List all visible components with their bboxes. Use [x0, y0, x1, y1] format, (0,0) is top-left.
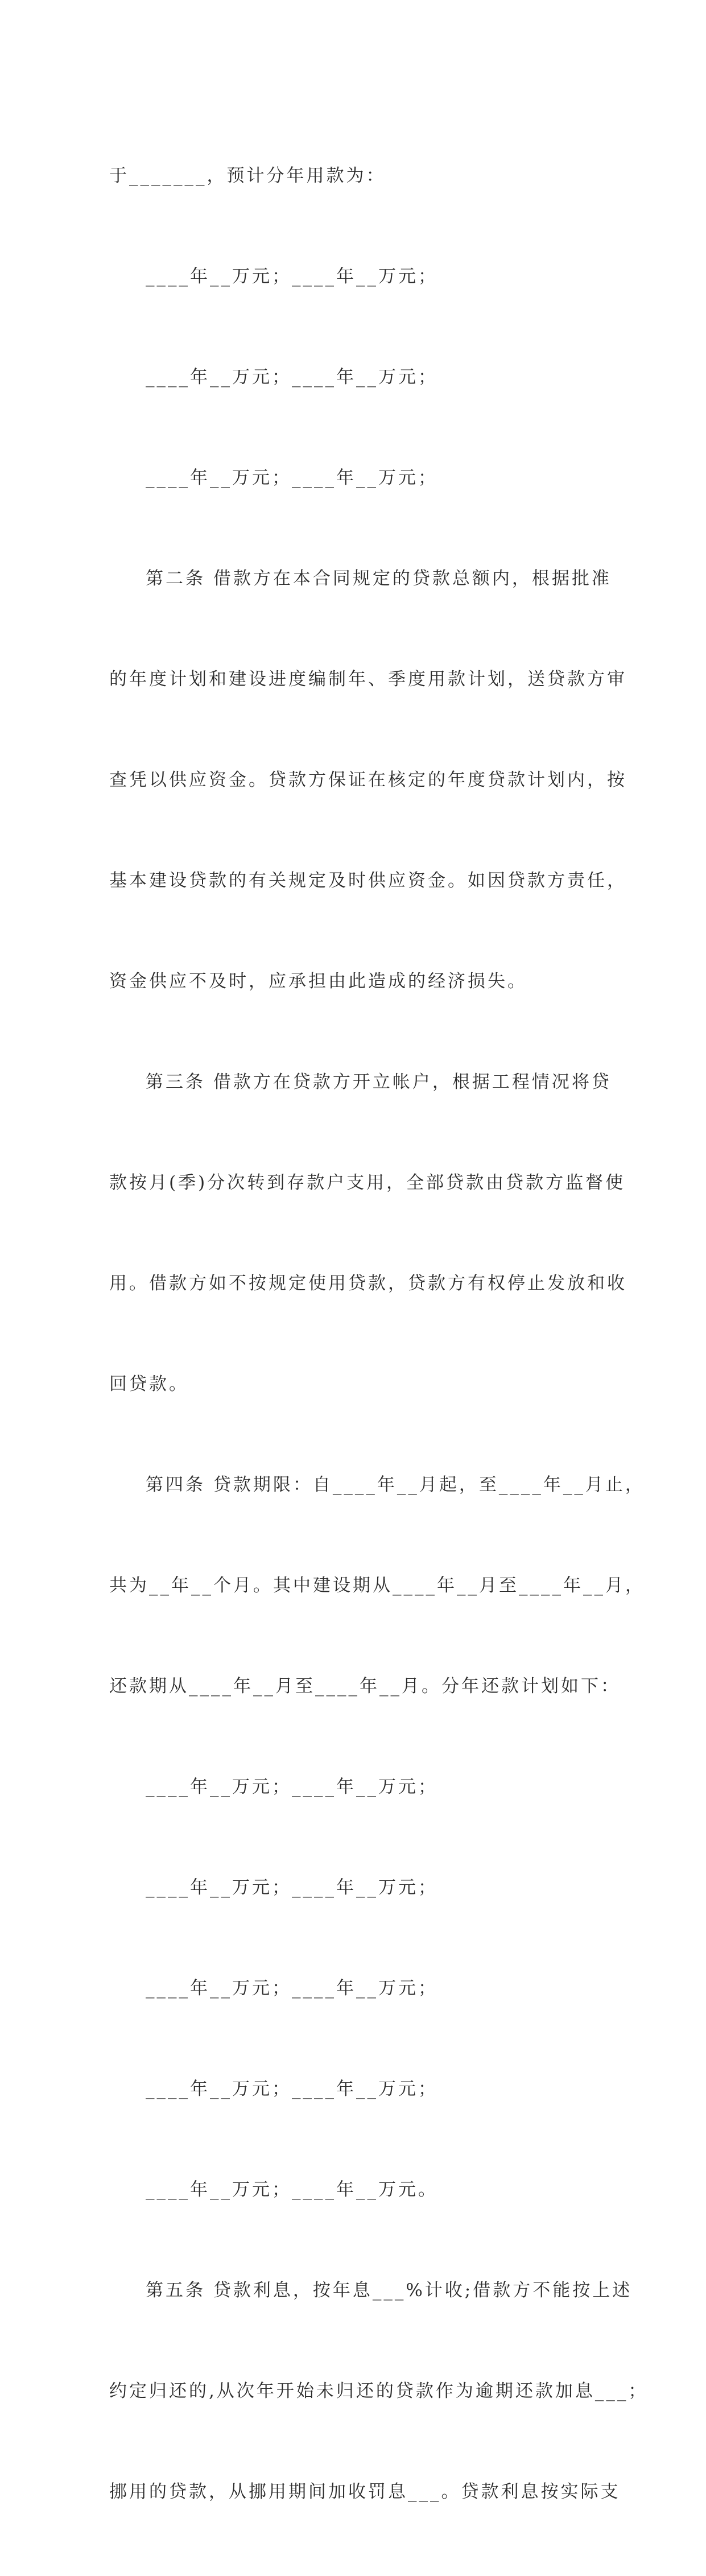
text-line: 还款期从____年__月至____年__月。分年还款计划如下： [109, 1676, 621, 1696]
text-line: ____年__万元；____年__万元； [146, 1777, 438, 1797]
text-line: 资金供应不及时，应承担由此造成的经济损失。 [109, 971, 527, 992]
text-line: 第二条 借款方在本合同规定的贷款总额内，根据批准 [146, 568, 612, 589]
text-line: 约定归还的,从次年开始未归还的贷款作为逾期还款加息___； [109, 2381, 649, 2401]
text-line: 第四条 贷款期限：自____年__月起，至____年__月止， [146, 1475, 645, 1495]
text-line: ____年__万元；____年__万元； [146, 1877, 438, 1898]
text-line: 第三条 借款方在贷款方开立帐户，根据工程情况将贷 [146, 1072, 612, 1092]
text-line: 的年度计划和建设进度编制年、季度用款计划，送贷款方审 [109, 669, 627, 690]
text-line: 第五条 贷款利息，按年息___%计收;借款方不能按上述 [146, 2280, 633, 2301]
text-line: ____年__万元；____年__万元； [146, 1978, 438, 1999]
text-line: 款按月(季)分次转到存款户支用，全部贷款由贷款方监督使 [109, 1173, 626, 1193]
text-line: ____年__万元；____年__万元； [146, 266, 438, 287]
text-line: ____年__万元；____年__万元； [146, 468, 438, 488]
text-line: ____年__万元；____年__万元； [146, 367, 438, 387]
text-line: 基本建设贷款的有关规定及时供应资金。如因贷款方责任， [109, 870, 627, 891]
text-line: 挪用的贷款，从挪用期间加收罚息___。贷款利息按实际支 [109, 2482, 621, 2502]
text-line: ____年__万元；____年__万元。 [146, 2179, 438, 2200]
text-line: ____年__万元；____年__万元； [146, 2079, 438, 2099]
text-line: 回贷款。 [109, 1374, 189, 1394]
text-line: 用。借款方如不按规定使用贷款，贷款方有权停止发放和收 [109, 1273, 627, 1294]
text-line: 共为__年__个月。其中建设期从____年__月至____年__月， [109, 1575, 645, 1596]
text-line: 于_______，预计分年用款为： [109, 166, 386, 186]
text-line: 查凭以供应资金。贷款方保证在核定的年度贷款计划内，按 [109, 770, 627, 790]
document-body [109, 92, 649, 2576]
